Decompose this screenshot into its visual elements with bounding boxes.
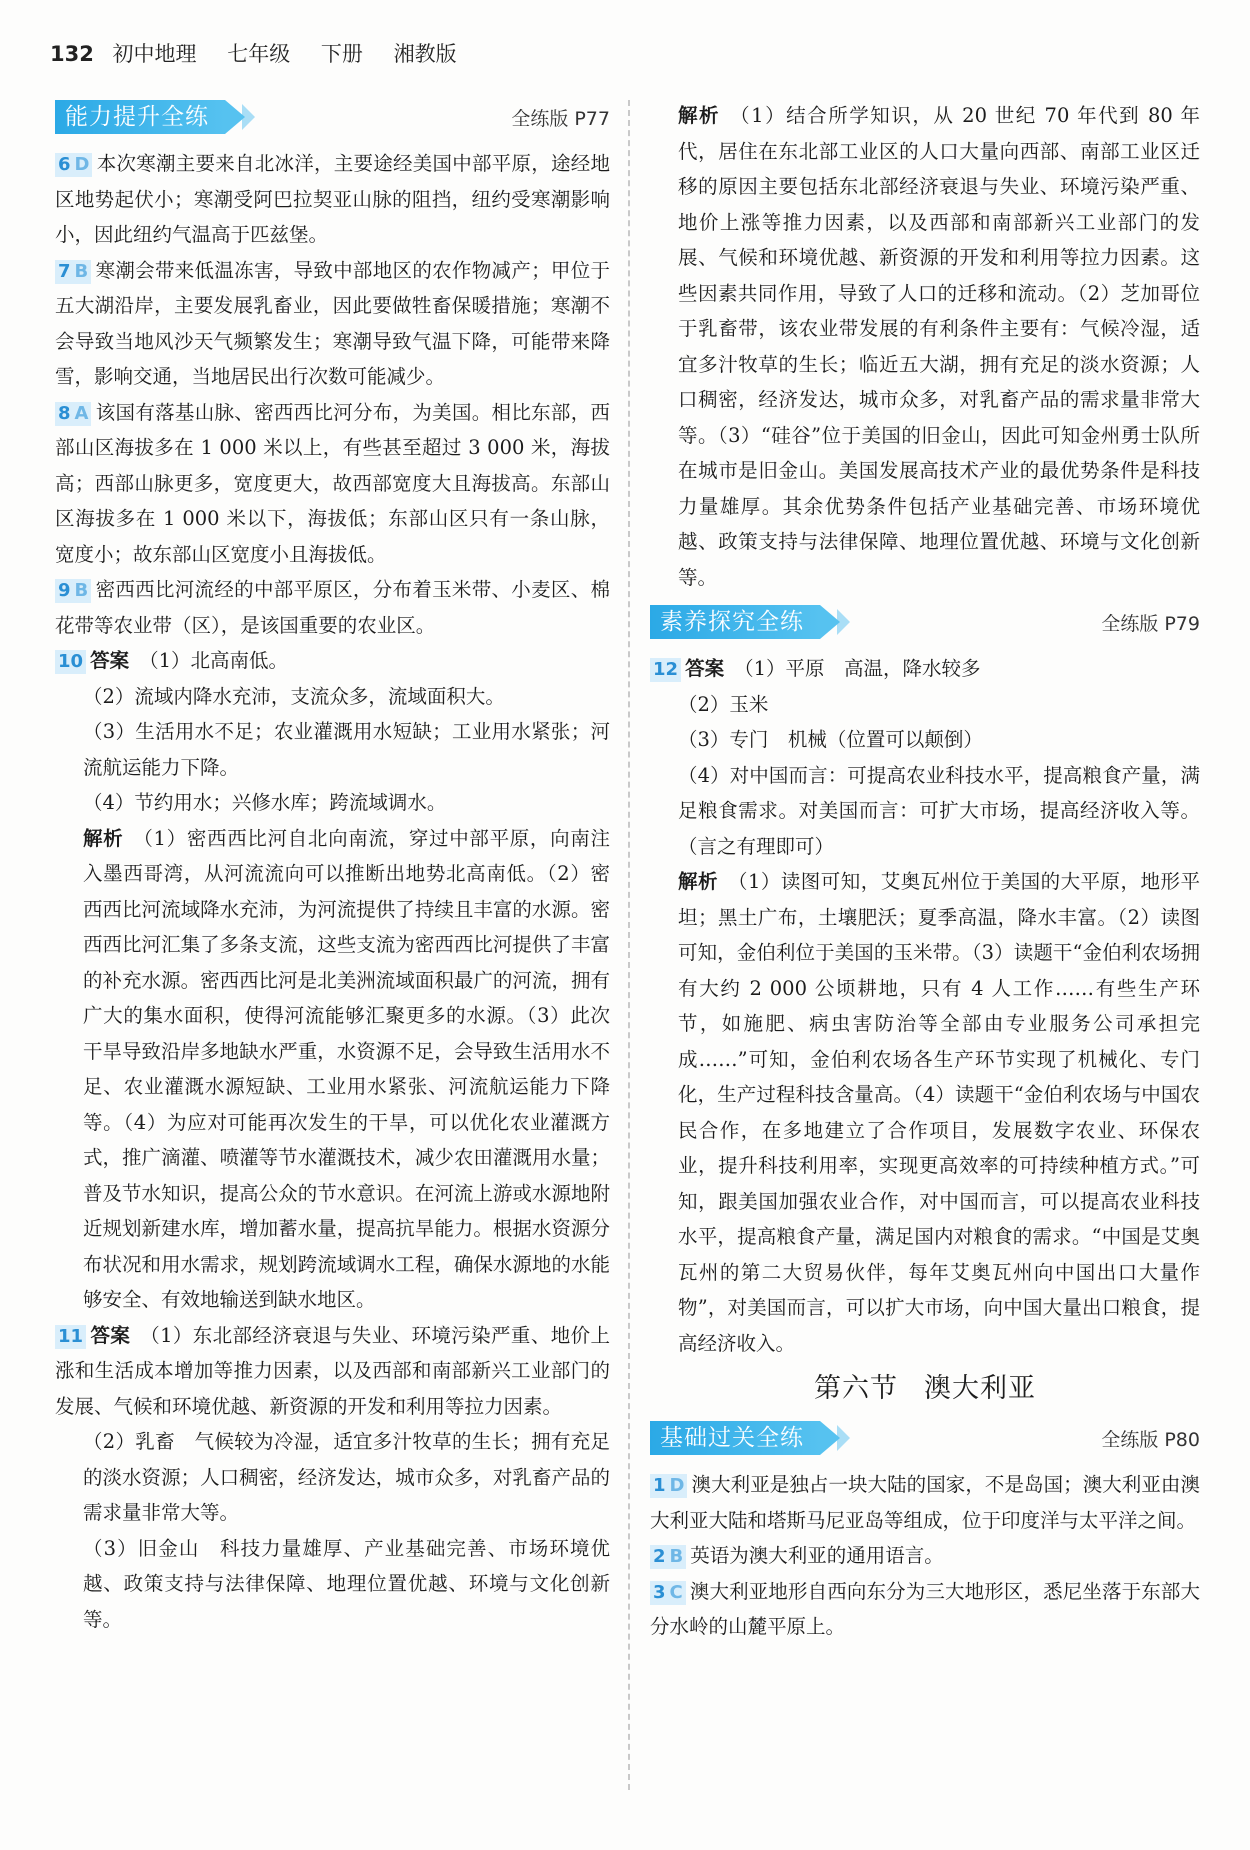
- answer-choice: D: [669, 1475, 685, 1496]
- answer-part-2: （2）流域内降水充沛，支流众多，流域面积大。: [83, 684, 505, 708]
- answer-part-2: （2）玉米: [678, 692, 769, 716]
- question-number: 3: [653, 1581, 666, 1603]
- answer-item-1: [650, 1467, 1200, 1538]
- answer-part-2: （2）乳畜 气候较为冷湿，适宜多汁牧草的生长；拥有充足的淡水资源；人口稠密，经济发达，城市众多，对乳畜产品的需求量非常大等。: [83, 1430, 610, 1524]
- question-badge: 12: [650, 658, 681, 682]
- question-badge: [55, 402, 91, 426]
- answer-item-11: [55, 1318, 610, 1638]
- section-tag: 素养探究全练: [650, 605, 820, 639]
- analysis-label: 解析: [83, 826, 124, 850]
- answer-text: 该国有落基山脉、密西西比河分布，为美国。相比东部，西部山区海拔多在 1 000 米以上，有些甚至超过 3 000 米，海拔高；西部山脉更多，宽度更大，故西部宽度大且海拔高。东部山区海拔多在 1 000 米以下，海拔低；东部山区只有一条山脉，宽度小；故东部山区宽度小且海拔低。: [55, 400, 610, 566]
- question-badge: 11: [55, 1325, 86, 1349]
- question-badge: [55, 153, 92, 177]
- section-header-basic: [650, 1419, 1200, 1459]
- section-name: 澳大利亚: [924, 1373, 1036, 1404]
- edition: 湘教版: [393, 42, 457, 66]
- question-number: 6: [58, 154, 71, 175]
- right-column: [650, 98, 1200, 1645]
- left-column: [55, 98, 610, 1637]
- analysis-text: （1）结合所学知识，从 20 世纪 70 年代到 80 年代，居住在东北部工业区的人口大量向西部、南部工业区迁移的原因主要包括东北部经济衰退与失业、环境污染严重、地价上涨等推力因素，以及西部和南部新兴工业部门的发展、气候和环境优越、新资源的开发和利用等拉力因素。这些因素共同作用，导致了人口的迁移和流动。（2）芝加哥位于乳畜带，该农业带发展的有利条件主要有：气候冷湿，适宜多汁牧草的生长；临近五大湖，拥有充足的淡水资源；人口稠密，经济发达，城市众多，对乳畜产品的需求量非常大等。（3）“硅谷”位于美国的旧金山，因此可知金州勇士队所在城市是旧金山。美国发展高技术产业的最优势条件是科技力量雄厚。其余优势条件包括产业基础完善、市场环境优越、政策支持与法律保障、地理位置优越、环境与文化创新等。: [678, 104, 1200, 589]
- section-tag: 基础过关全练: [650, 1421, 820, 1455]
- question-badge: [55, 260, 91, 284]
- analysis-text: （1）密西西比河自北向南流，穿过中部平原，向南注入墨西哥湾，从河流流向可以推断出地势北高南低。（2）密西西比河流域降水充沛，为河流提供了持续且丰富的水源。密西西比河汇集了多条支流，这些支流为密西西比河提供了丰富的补充水源。密西西比河是北美洲流域面积最广的河流，拥有广大的集水面积，使得河流能够汇聚更多的水源。（3）此次干旱导致沿岸多地缺水严重，水资源不足，会导致生活用水不足、农业灌溉水源短缺、工业用水紧张、河流航运能力下降等。（4）为应对可能再次发生的干旱，可以优化农业灌溉方式，推广滴灌、喷灌等节水灌溉技术，减少农田灌溉用水量；普及节水知识，提高公众的节水意识。在河流上游或水源地附近规划新建水库，增加蓄水量，提高抗旱能力。根据水资源分布状况和用水需求，规划跨流域调水工程，确保水源地的水能够安全、有效地输送到缺水地区。: [83, 826, 610, 1311]
- answer-item-9: [55, 572, 610, 643]
- section-tag: 能力提升全练: [55, 100, 225, 134]
- answer-part-3: （3）生活用水不足；农业灌溉用水短缺；工业用水紧张；河流航运能力下降。: [83, 720, 610, 779]
- answer-part-1: （1）北高南低。: [139, 649, 288, 672]
- answer-part-4: （4）节约用水；兴修水库；跨流域调水。: [83, 791, 447, 814]
- question-badge: 10: [55, 650, 86, 674]
- answer-text: 澳大利亚是独占一块大陆的国家，不是岛国；澳大利亚由澳大利亚大陆和塔斯马尼亚岛等组成，位于印度洋与太平洋之间。: [650, 1473, 1200, 1532]
- answer-part-1: （1）东北部经济衰退与失业、环境污染严重、地价上涨和生活成本增加等推力因素，以及西部和南部新兴工业部门的发展、气候和环境优越、新资源的开发和利用等拉力因素。: [55, 1323, 610, 1418]
- section-header-ability: [55, 98, 610, 138]
- answer-text: 寒潮会带来低温冻害，导致中部地区的农作物减产；甲位于五大湖沿岸，主要发展乳畜业，因此要做牲畜保暖措施；寒潮不会导致当地风沙天气频繁发生；寒潮导致气温下降，可能带来降雪，影响交通，当地居民出行次数可能减少。: [55, 258, 610, 388]
- answer-item-2: [650, 1538, 1200, 1574]
- question-number: 1: [653, 1475, 666, 1496]
- answer-choice: C: [669, 1581, 683, 1603]
- question-badge: [650, 1581, 686, 1605]
- answer-choice: B: [74, 260, 89, 282]
- answer-item-6: [55, 146, 610, 253]
- answer-text: 澳大利亚地形自西向东分为三大地形区，悉尼坐落于东部大分水岭的山麓平原上。: [650, 1579, 1200, 1638]
- analysis-label: 解析: [678, 870, 718, 893]
- answer-item-12: [650, 651, 1200, 1361]
- section-ref: 全练版 P80: [1101, 1429, 1200, 1451]
- answer-label: 答案: [90, 649, 130, 672]
- answer-item-10: [55, 643, 610, 1318]
- subject: 初中地理: [112, 42, 197, 66]
- chapter-title: [650, 1369, 1200, 1409]
- answer-choice: B: [74, 580, 89, 601]
- question-badge: [650, 1474, 687, 1498]
- answer-item-7: [55, 253, 610, 395]
- answer-item-3: [650, 1574, 1200, 1645]
- answer-part-3: （3）旧金山 科技力量雄厚、产业基础完善、市场环境优越、政策支持与法律保障、地理位置优越、环境与文化创新等。: [83, 1536, 610, 1631]
- page-header: [50, 38, 481, 68]
- question-number: 8: [58, 402, 71, 424]
- question-number: 2: [653, 1546, 666, 1567]
- section-ref: 全练版 P79: [1101, 613, 1200, 635]
- answer-part-3: （3）专门 机械（位置可以颠倒）: [678, 728, 983, 751]
- answer-text: 密西西比河流经的中部平原区，分布着玉米带、小麦区、棉花带等农业带（区），是该国重要的农业区。: [55, 578, 610, 637]
- question-badge: [55, 579, 91, 603]
- answer-text: 本次寒潮主要来自北冰洋，主要途经美国中部平原，途经地区地势起伏小；寒潮受阿巴拉契亚山脉的阻挡，纽约受寒潮影响小，因此纽约气温高于匹兹堡。: [55, 152, 610, 246]
- grade: 七年级: [227, 42, 291, 66]
- answer-label: 答案: [685, 657, 725, 680]
- analysis-text: （1）读图可知，艾奥瓦州位于美国的大平原，地形平坦；黑土广布，土壤肥沃；夏季高温，降水丰富。（2）读图可知，金伯利位于美国的玉米带。（3）读题干“金伯利农场拥有大约 2 000 公顷耕地，只有 4 人工作……有些生产环节，如施肥、病虫害防治等全部由专业服务公司承担完成……”可知，金伯利农场各生产环节实现了机械化、专门化，生产过程科技含量高。（4）读题干“金伯利农场与中国农民合作，在多地建立了合作项目，发展数字农业、环保农业，提升科技利用率，实现更高效率的可持续种植方式。”可知，跟美国加强农业合作，对中国而言，可以提高农业科技水平，提高粮食产量，满足国内对粮食的需求。“中国是艾奥瓦州的第二大贸易伙伴，每年艾奥瓦州向中国出口大量作物”，对美国而言，可以扩大市场，向中国大量出口粮食，提高经济收入。: [678, 870, 1200, 1355]
- question-number: 7: [58, 260, 71, 282]
- section-number: 第六节: [814, 1373, 898, 1404]
- question-number: 9: [58, 580, 71, 601]
- column-divider: [628, 100, 630, 1790]
- answer-item-8: [55, 395, 610, 573]
- answer-part-4: （4）对中国而言：可提高农业科技水平，提高粮食产量，满足粮食需求。对美国而言：可扩大市场，提高经济收入等。（言之有理即可）: [678, 763, 1200, 858]
- analysis-11: [650, 98, 1200, 595]
- page-number: 132: [50, 42, 94, 66]
- question-badge: [650, 1545, 686, 1569]
- answer-label: 答案: [90, 1323, 131, 1347]
- section-ref: 全练版 P77: [511, 108, 610, 130]
- answer-part-1: （1）平原 高温，降水较多: [734, 657, 981, 680]
- answer-text: 英语为澳大利亚的通用语言。: [690, 1544, 944, 1567]
- section-header-inquiry: [650, 603, 1200, 643]
- answer-choice: B: [669, 1546, 684, 1567]
- answer-choice: D: [74, 154, 90, 175]
- volume: 下册: [320, 42, 363, 66]
- answer-choice: A: [74, 402, 89, 424]
- analysis-label: 解析: [678, 104, 721, 127]
